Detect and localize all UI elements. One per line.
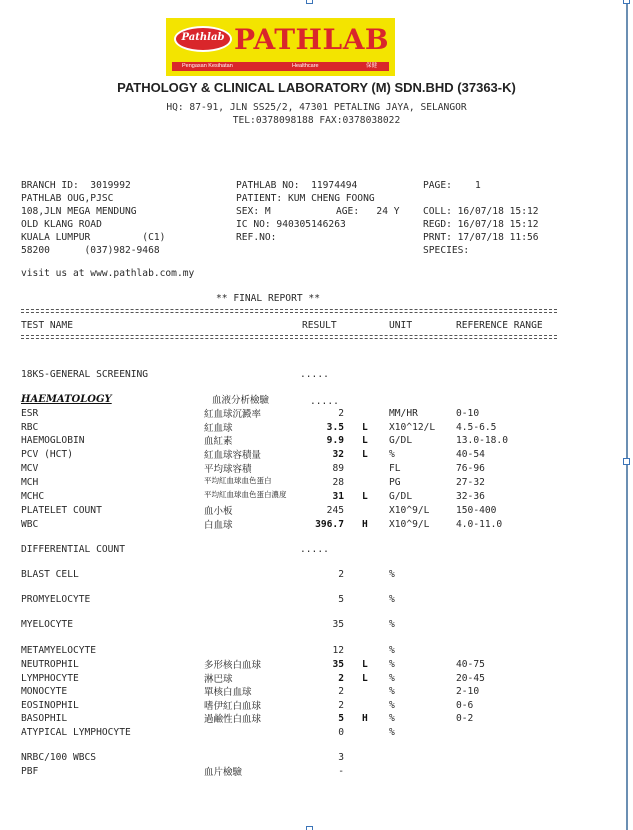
test-name: MYELOCYTE: [21, 619, 73, 630]
header-rule-top: [21, 309, 557, 310]
reference-range: 0-2: [456, 713, 474, 724]
result-value: -: [338, 766, 344, 777]
reference-range: 150-400: [456, 505, 497, 516]
reference-range: 4.5-6.5: [456, 422, 497, 433]
final-report-label: ** FINAL REPORT **: [216, 293, 320, 304]
contact-numbers: TEL:0378098188 FAX:0378038022: [232, 115, 401, 126]
result-value: 5: [338, 713, 344, 724]
test-name: ATYPICAL LYMPHOCYTE: [21, 727, 131, 738]
haematology-chinese: 血液分析檢驗: [212, 395, 270, 406]
result-value: 5: [338, 594, 344, 605]
result-flag: H: [362, 519, 368, 530]
species-label: SPECIES:: [423, 245, 470, 256]
resize-handle-corner[interactable]: [623, 0, 630, 4]
result-unit: %: [389, 686, 395, 697]
differential-dots: .....: [300, 544, 329, 555]
result-unit: X10^9/L: [389, 505, 430, 516]
result-value: 2: [338, 569, 344, 580]
reference-range: 13.0-18.0: [456, 435, 508, 446]
test-name-chinese: 平均球容積: [204, 464, 252, 475]
reference-range: 76-96: [456, 463, 485, 474]
reference-range: 4.0-11.0: [456, 519, 503, 530]
result-flag: L: [362, 491, 368, 502]
result-value: 3: [338, 752, 344, 763]
test-name-chinese: 平均紅血球血色蛋白濃度: [204, 490, 287, 499]
reference-range: 0-6: [456, 700, 474, 711]
test-name-chinese: 血紅素: [204, 436, 233, 447]
result-flag: L: [362, 449, 368, 460]
result-unit: G/DL: [389, 435, 413, 446]
result-value: 396.7: [315, 519, 344, 530]
page-frame-edge: [626, 0, 628, 830]
reference-range: 27-32: [456, 477, 485, 488]
test-name: PLATELET COUNT: [21, 505, 102, 516]
result-unit: X10^9/L: [389, 519, 430, 530]
reference-range: 2-10: [456, 686, 480, 697]
col-test-name: TEST NAME: [21, 320, 73, 331]
branch-id: BRANCH ID: 3019992: [21, 180, 131, 191]
result-unit: %: [389, 645, 395, 656]
result-unit: %: [389, 594, 395, 605]
result-value: 35: [332, 659, 344, 670]
test-name: PBF: [21, 766, 39, 777]
result-value: 9.9: [326, 435, 344, 446]
haematology-heading: HAEMATOLOGY: [21, 394, 112, 405]
reference-range: 32-36: [456, 491, 485, 502]
result-flag: H: [362, 713, 368, 724]
differential-heading: DIFFERENTIAL COUNT: [21, 544, 125, 555]
result-value: 89: [332, 463, 344, 474]
reference-range: 20-45: [456, 673, 485, 684]
test-name: MONOCYTE: [21, 686, 68, 697]
test-name: LYMPHOCYTE: [21, 673, 79, 684]
test-name-chinese: 多形核白血球: [204, 660, 262, 671]
pathlab-logo: [166, 18, 395, 76]
reference-range: 0-10: [456, 408, 480, 419]
screening-title: 18KS-GENERAL SCREENING: [21, 369, 149, 380]
result-flag: L: [362, 422, 368, 433]
col-unit: UNIT: [389, 320, 413, 331]
result-value: 2: [338, 408, 344, 419]
test-name-chinese: 過鹼性白血球: [204, 714, 262, 725]
result-unit: %: [389, 449, 395, 460]
test-name-chinese: 平均紅血球血色蛋白: [204, 476, 272, 485]
result-value: 0: [338, 727, 344, 738]
branch-name: PATHLAB OUG,PJSC: [21, 193, 114, 204]
result-unit: G/DL: [389, 491, 413, 502]
reference-range: 40-54: [456, 449, 485, 460]
result-value: 12: [332, 645, 344, 656]
resize-handle-right[interactable]: [623, 458, 630, 465]
resize-handle-top[interactable]: [306, 0, 313, 4]
test-name: PCV (HCT): [21, 449, 73, 460]
collection-date: COLL: 16/07/18 15:12: [423, 206, 539, 217]
patient-ic: IC NO: 940305146263: [236, 219, 346, 230]
page-number: PAGE: 1: [423, 180, 481, 191]
test-name-chinese: 紅血球沉澱率: [204, 409, 262, 420]
col-result: RESULT: [302, 320, 337, 331]
print-date: PRNT: 17/07/18 11:56: [423, 232, 539, 243]
result-value: 2: [338, 673, 344, 684]
test-name: PROMYELOCYTE: [21, 594, 91, 605]
test-name: EOSINOPHIL: [21, 700, 79, 711]
result-unit: PG: [389, 477, 401, 488]
result-value: 2: [338, 700, 344, 711]
branch-postcode-phone: 58200 (037)982-9468: [21, 245, 160, 256]
company-name: PATHOLOGY & CLINICAL LABORATORY (M) SDN.BHD (37363-K): [117, 80, 516, 95]
result-value: 3.5: [326, 422, 344, 433]
haematology-dots: .....: [310, 396, 339, 407]
header-rule-top-2: [21, 312, 557, 313]
test-name-chinese: 血片檢驗: [204, 767, 243, 778]
hq-address: HQ: 87-91, JLN SS25/2, 47301 PETALING JAYA, SELANGOR: [166, 102, 467, 113]
logo-tagline: [172, 62, 389, 71]
reference-number: REF.NO:: [236, 232, 277, 243]
branch-city: KUALA LUMPUR (C1): [21, 232, 166, 243]
result-unit: X10^12/L: [389, 422, 436, 433]
branch-road: OLD KLANG ROAD: [21, 219, 102, 230]
test-name: HAEMOGLOBIN: [21, 435, 85, 446]
resize-handle-bottom[interactable]: [306, 826, 313, 830]
test-name-chinese: 嗜伊紅白血球: [204, 701, 262, 712]
logo-wordmark: PATHLAB: [234, 23, 390, 56]
test-name: WBC: [21, 519, 39, 530]
result-unit: MM/HR: [389, 408, 418, 419]
result-unit: %: [389, 713, 395, 724]
test-name-chinese: 紅血球: [204, 423, 233, 434]
patient-name: PATIENT: KUM CHENG FOONG: [236, 193, 375, 204]
result-unit: %: [389, 569, 395, 580]
result-unit: %: [389, 727, 395, 738]
test-name: ESR: [21, 408, 39, 419]
pathlab-number: PATHLAB NO: 11974494: [236, 180, 358, 191]
test-name: RBC: [21, 422, 39, 433]
test-name-chinese: 血小板: [204, 506, 233, 517]
logo-badge: [174, 26, 232, 52]
reference-range: 40-75: [456, 659, 485, 670]
patient-sex: SEX: M: [236, 206, 271, 217]
result-unit: %: [389, 673, 395, 684]
result-unit: %: [389, 619, 395, 630]
header-rule-mid: [21, 335, 557, 336]
result-flag: L: [362, 673, 368, 684]
result-value: 245: [326, 505, 344, 516]
test-name: METAMYELOCYTE: [21, 645, 97, 656]
result-value: 28: [332, 477, 344, 488]
test-name-chinese: 單核白血球: [204, 687, 252, 698]
test-name: NEUTROPHIL: [21, 659, 79, 670]
result-flag: L: [362, 659, 368, 670]
test-name: MCH: [21, 477, 39, 488]
result-value: 32: [332, 449, 344, 460]
col-reference-range: REFERENCE RANGE: [456, 320, 543, 331]
logo-tag-malay: Pengasan Kesihatan: [182, 63, 233, 69]
result-value: 35: [332, 619, 344, 630]
test-name: NRBC/100 WBCS: [21, 752, 97, 763]
website-note: visit us at www.pathlab.com.my: [21, 268, 195, 279]
branch-street: 108,JLN MEGA MENDUNG: [21, 206, 137, 217]
registration-date: REGD: 16/07/18 15:12: [423, 219, 539, 230]
test-name: BLAST CELL: [21, 569, 79, 580]
result-unit: %: [389, 700, 395, 711]
result-value: 31: [332, 491, 344, 502]
test-name: MCV: [21, 463, 39, 474]
result-unit: %: [389, 659, 395, 670]
result-value: 2: [338, 686, 344, 697]
patient-age: AGE: 24 Y: [336, 206, 400, 217]
header-rule-mid-2: [21, 338, 557, 339]
test-name-chinese: 紅血球容積量: [204, 450, 262, 461]
result-flag: L: [362, 435, 368, 446]
logo-tag-chinese: 保健: [366, 63, 378, 69]
test-name: BASOPHIL: [21, 713, 68, 724]
logo-tag-english: Healthcare: [292, 63, 319, 69]
test-name-chinese: 淋巴球: [204, 674, 233, 685]
logo-badge-text: Pathlab: [181, 32, 225, 43]
result-unit: FL: [389, 463, 401, 474]
test-name-chinese: 白血球: [204, 520, 233, 531]
test-name: MCHC: [21, 491, 45, 502]
screening-dots: .....: [300, 369, 329, 380]
